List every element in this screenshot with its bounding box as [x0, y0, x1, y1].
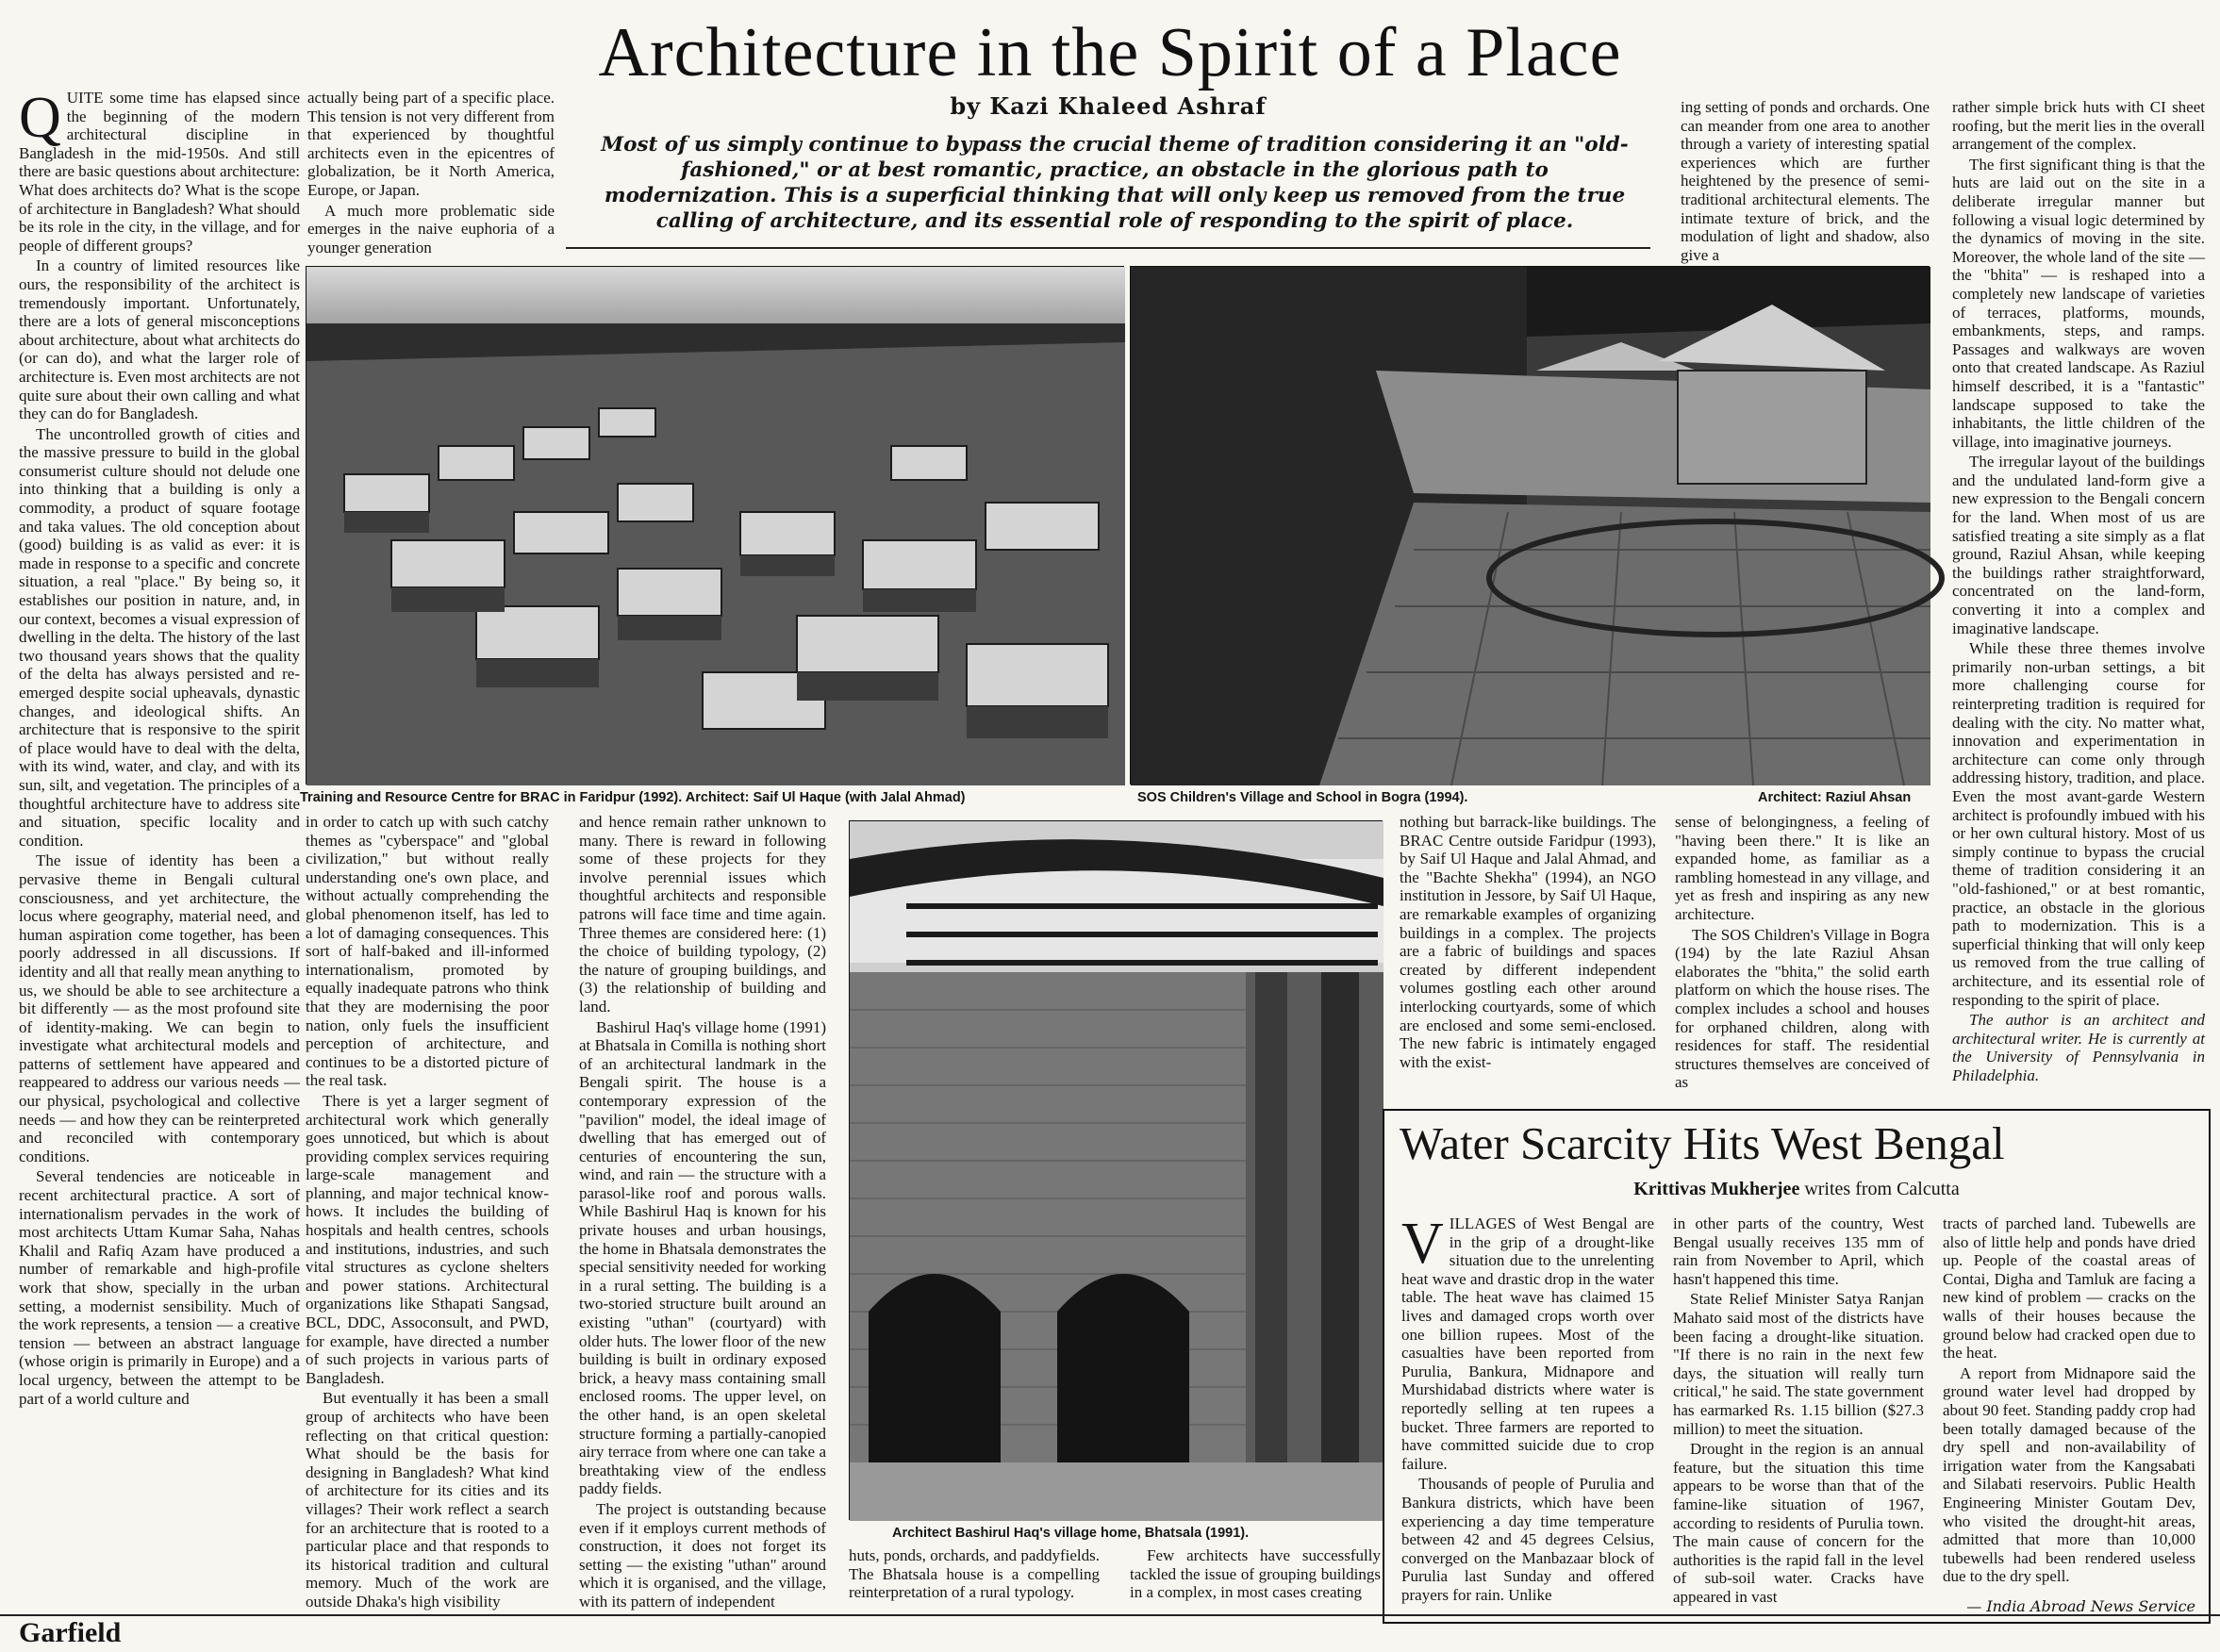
- footer-partial-word: Garfield: [19, 1617, 122, 1648]
- paragraph: A much more problematic side emerges in the naive euphoria of a younger generation: [307, 201, 555, 256]
- dropcap-v: V: [1401, 1212, 1444, 1276]
- article-column-8: [1952, 98, 2205, 1101]
- paragraph: and hence remain rather unknown to many. There is reward in following some of these projects for they involve perennial issues which thoughtful architects and responsible patrons will face time and time again. Three themes are considered here: (1) the choice of building typology, (2) the nature of grouping buildings, and (3) the relationship of building and land.: [579, 813, 826, 1016]
- paragraph: In a country of limited resources like ours, the responsibility of the architect is tremendously important. Unfortunately, there are a lots of general misconceptions about architecture, about what architects do (or can do), and what the larger role of architecture is. Even most architects are not quite sure about their own calling and what they can do for Bangladesh.: [19, 256, 300, 423]
- paragraph: Drought in the region is an annual feature, but the situation this time appears to be worse than that of the famine-like situation of 1967, according to residents of Purulia town. The main cause of concern for the authorities is the rapid fall in the level of sub-soil water. Cracks have appeared in vast: [1673, 1440, 1924, 1606]
- sos-courtyard-image: [1131, 267, 1930, 785]
- paragraph: UITE some time has elapsed since the beginning of the modern architectural discipline in Bangladesh in the mid-1950s. And still there are basic questions about architecture: What does architects do? What is the scope of architecture in Bangladesh? What should be its role in the city, in the village, and for people of different groups?: [19, 89, 300, 255]
- paragraph: rather simple brick huts with CI sheet roofing, but the merit lies in the overall arrangement of the complex.: [1952, 98, 2205, 154]
- paragraph: The uncontrolled growth of cities and the massive pressure to build in the global consumerist culture should not delude one into thinking that a building is only a commodity, a product of square footage and taka values. The old conception about (good) building is as valid as ever: it is made in response to a specific and concrete situation, a real "place." By being so, it establishes our position in nature, and, in our context, becomes a visual expression of dwelling in the delta. The history of the last two thousand years shows that the quality of the delta has always persisted and re-emerged despite social upheavals, dynastic changes, and ideological shifts. An architecture that is responsive to the spirit of place would have to deal with the delta, with its wind, water, and clay, and with its sun, silt, and vegetation. The principles of a thoughtful architecture have to address site and situation, specific locality and condition.: [19, 424, 300, 850]
- paragraph: in order to catch up with such catchy themes as "cyberspace" and "global civilization," but without really understanding one's own place, and without actually comprehending the global phenomenon itself, has led to a lot of damaging consequences. This sort of half-baked and ill-informed internationalism, promoted by equally inadequate patrons who think that they are modernising the poor nation, only fuels the insufficient perception of architecture, and continues to be a distorted picture of the real task.: [306, 813, 549, 1090]
- paragraph: Bashirul Haq's village home (1991) at Bhatsala in Comilla is nothing short of an architectural landmark in the Bengali spirit. The house is a contemporary expression of the "pavilion" model, the ideal image of dwelling that has emerged out of centuries of encountering the sun, wind, and rain — the structure with a parasol-like roof and porous walls. While Bashirul Haq is known for his private houses and urban housings, the home in Bhatsala demonstrates the special sensitivity needed for working in a rural setting. The building is a two-storied structure built around an existing "uthan" (courtyard) with older huts. The lower floor of the new building is built in ordinary exposed brick, a heavy mass containing small enclosed rooms. The upper level, on the other hand, is an open skeletal structure forming a partially-canopied airy terrace from where one can take a breathtaking view of the endless paddy fields.: [579, 1017, 827, 1498]
- paragraph: huts, ponds, orchards, and paddyfields. The Bhatsala house is a compelling reinterpretation of a rural typology.: [849, 1546, 1100, 1602]
- deck-divider: [566, 247, 1650, 249]
- paragraph: actually being part of a specific place. This tension is not very different from that experienced by thoughtful architects even in the epicentres of globalization, be it North America, Europe, or Japan.: [307, 89, 555, 199]
- bhatsala-pavilion-image: [850, 821, 1383, 1521]
- article-column-2-top: [307, 89, 555, 255]
- paragraph: The SOS Children's Village in Bogra (194) by the late Raziul Ahsan elaborates the "bhita," the solid earth platform on which the house rises. The complex includes a school and houses for orphaned children, along with residences for staff. The residential structures themselves are conceived of as: [1675, 925, 1930, 1092]
- sidebar-credit: — India Abroad News Service: [1966, 1597, 2195, 1615]
- bhatsala-house-photo: [849, 820, 1383, 1520]
- author-note: The author is an architect and architectural writer. He is currently at the University of Pennsylvania in Philadelphia.: [1952, 1011, 2205, 1084]
- sos-photo-caption: SOS Children's Village and School in Bogra (1994).: [1137, 790, 1468, 805]
- paragraph: ILLAGES of West Bengal are in the grip of a drought-like situation due to the unrelenting heat wave and drastic drop in the water table. The heat wave has claimed 15 lives and damaged crops worth over one billion rupees. Most of the casualties have been reported from Purulia, Bankura, Midnapore and Murshidabad districts where water is reportedly selling at ten rupees a bucket. Three farmers are reported to have committed suicide due to crop failure.: [1401, 1214, 1654, 1473]
- paragraph: The irregular layout of the buildings and the undulated land-form give a new expression to the Bengali concern for the land. When most of us are satisfied treating a site simply as a flat ground, Raziul Ahsan, while keeping the buildings rather straightforward, concentrated on the land-form, converting it into a complex and imaginative landscape.: [1952, 453, 2205, 637]
- paragraph: ing setting of ponds and orchards. One can meander from one area to another through a variety of interesting spatial experiences which are further heightened by the presence of semi-traditional architectural elements. The intimate texture of brick, and the modulation of light and shadow, also give a: [1681, 98, 1930, 264]
- article-column-6: [1400, 813, 1656, 1098]
- paragraph: There is yet a larger segment of architectural work which generally goes unnoticed, but which is about providing complex services requiring large-scale management and planning, and major technical know-hows. It includes the building of hospitals and health centres, schools and institutions, industries, and such vital structures as cyclone shelters and power stations. Architectural organizations like Sthapati Sangsad, BCL, DDC, Assoconsult, and PWD, for example, have directed a number of such projects in various parts of Bangladesh.: [306, 1091, 549, 1387]
- article-column-7-top: [1681, 98, 1930, 264]
- brac-photo-caption: Training and Resource Centre for BRAC in Faridpur (1992). Architect: Saif Ul Haque (with Jalal Ahmad): [300, 790, 966, 805]
- sidebar-headline: Water Scarcity Hits West Bengal: [1400, 1117, 2005, 1169]
- paragraph: The issue of identity has been a pervasive theme in Bengali cultural consciousness, and yet architecture, the locus where geography, material need, and human aspiration come together, has been poorly addressed in all discussions. If identity and all that really mean anything to us, we should be able to see architecture a bit differently — as the most profound site of identity-making. We can begin to investigate what architectural models and patterns of settlement have appeared and reappeared to address our various needs — our physical, psychological and collective needs — and how they can be reinterpreted and reconciled with contemporary conditions.: [19, 851, 300, 1165]
- paragraph: in other parts of the country, West Bengal usually receives 135 mm of rain from November to April, which hasn't happened this time.: [1673, 1214, 1924, 1288]
- sos-village-photo: [1130, 266, 1930, 785]
- article-column-1: [19, 86, 300, 1624]
- sidebar-column-2: [1673, 1214, 1924, 1620]
- article-byline: by Kazi Khaleed Ashraf: [950, 92, 1267, 120]
- paragraph: nothing but barrack-like buildings. The BRAC Centre outside Faridpur (1993), by Saif Ul Haque and Jalal Ahmad, and the "Bachte Shekha" (1994), an NGO institution in Jessore, by Saif Ul Haque, are remarkable examples of organizing buildings in a complex. The projects are a fabric of buildings and spaces created by different independent volumes gostling each other around interlocking courtyards, some of which are enclosed and some semi-enclosed. The new fabric is intimately engaged with the exist-: [1400, 813, 1656, 1071]
- sidebar-byline-name: Krittivas Mukherjee: [1633, 1179, 1800, 1199]
- article-headline: Architecture in the Spirit of a Place: [598, 14, 1622, 91]
- paragraph: The project is outstanding because even if it employs current methods of construction, it does not forget its setting — the existing "uthan" around which it is organised, and the village, with its pattern of independent: [579, 1499, 826, 1611]
- article-column-4-bottom: [849, 1546, 1100, 1616]
- paragraph: While these three themes involve primarily non-urban settings, a bit more challenging course for reinterpreting tradition is required for dealing with the city. No matter what, innovation and experimentation in architecture can come only through addressing history, tradition, and place. Even the most avant-garde Western architect is profoundly imbued with his or her own cultural history. Most of us simply continue to bypass the crucial theme of tradition considering it an "old-fashioned," or at best romantic, practice, an obstacle in the glorious path to modernization. This is a superficial thinking that will only keep us removed from the true calling of architecture, and its essential role of responding to the spirit of place.: [1952, 639, 2205, 1009]
- paragraph: Thousands of people of Purulia and Bankura districts, which have been experiencing a day time temperature between 42 and 45 degrees Celsius, converged on the Manbazaar block of Purulia last Sunday and offered prayers for rain. Unlike: [1401, 1475, 1654, 1604]
- article-column-3: [579, 813, 826, 1616]
- article-column-2-bottom: [306, 813, 549, 1616]
- paragraph: Several tendencies are noticeable in recent architectural practice. A sort of internationalism pervades in the work of most architects Uttam Kumar Saha, Nahas Khalil and Rafiq Azam have produced a number of remarkable and high-profile work that show, specially in the urban setting, a modernist sensibility. Much of the work represents, a tension — a creative tension — between an abstract language (whose origin is primarily in Europe) and a local urgency, between the attempt to be part of a world culture and: [19, 1167, 300, 1408]
- article-deck: Most of us simply continue to bypass the crucial theme of tradition considering it an "old-fashioned," or at best romantic, practice, an obstacle in the glorious path to modernization. This is a superficial thinking that will only keep us removed from the true calling of architecture, and its essential role of responding to the spirit of place.: [601, 133, 1629, 233]
- sidebar-byline-rest: writes from Calcutta: [1799, 1179, 1960, 1199]
- sos-photo-architect: Architect: Raziul Ahsan: [1758, 790, 1912, 805]
- article-column-7-bottom: [1675, 813, 1930, 1098]
- brac-centre-photo: [306, 266, 1124, 785]
- brac-aerial-image: [306, 267, 1125, 785]
- paragraph: But eventually it has been a small group of architects who have been reflecting on that critical question: What should be the basis for designing in Bangladesh? What kind of architecture for its cities and its villages? Their work reflect a search for an architecture that is rooted to a particular place and that responds to its historical tradition and cultural memory. Much of the work are outside Dhaka's high visibility: [306, 1389, 549, 1611]
- paragraph: A report from Midnapore said the ground water level had dropped by about 90 feet. Standing paddy crop had been totally damaged because of the dry spell and non-availability of irrigation water from the Kangsabati and Silabati reservoirs. Public Health Engineering Minister Goutam Dev, who visited the drought-hit areas, admitted that more than 10,000 tubewells had been rendered useless due to the dry spell.: [1943, 1363, 2195, 1586]
- article-column-5-bottom: [1130, 1546, 1381, 1616]
- dropcap-q: Q: [19, 86, 61, 150]
- paragraph: State Relief Minister Satya Ranjan Mahato said most of the districts have been facing a drought-like situation. "If there is no rain in the next few days, the situation will really turn critical," he said. The state government has earmarked Rs. 1.15 billion ($27.3 million) to meet the situation.: [1673, 1290, 1924, 1438]
- paragraph: tracts of parched land. Tubewells are also of little help and ponds have dried up. People of the coastal areas of Contai, Digha and Tamluk are facing a new kind of problem — cracks on the walls of their houses because the ground below had cracked open due to the heat.: [1943, 1214, 2195, 1363]
- paragraph: Few architects have successfully tackled the issue of grouping buildings in a complex, in most cases creating: [1130, 1546, 1381, 1602]
- sidebar-column-1: [1401, 1214, 1654, 1620]
- sidebar-byline: [1384, 1179, 2209, 1200]
- bhatsala-photo-caption: Architect Bashirul Haq's village home, Bhatsala (1991).: [892, 1526, 1250, 1541]
- paragraph: sense of belongingness, a feeling of "having been there." It is like an expanded home, as familiar as a rambling homestead in any village, and yet as fresh and inspiring as any new architecture.: [1675, 813, 1930, 923]
- water-scarcity-box: [1383, 1109, 2211, 1624]
- footer-rule: [0, 1614, 2220, 1616]
- sidebar-column-3: [1943, 1214, 2195, 1597]
- paragraph: The first significant thing is that the huts are laid out on the site in a deliberate irregular manner but following a visual logic determined by the dynamics of moving in the site. Moreover, the whole land of the site — the "bhita" — is reshaped into a completely new landscape of varieties of terraces, platforms, mounds, embankments, steps, and ramps. Passages and walkways are woven onto that created landscape. As Raziul himself described, it is a "fantastic" landscape supposed to take the inhabitants, the little children of the village, into imaginative journeys.: [1952, 155, 2205, 451]
